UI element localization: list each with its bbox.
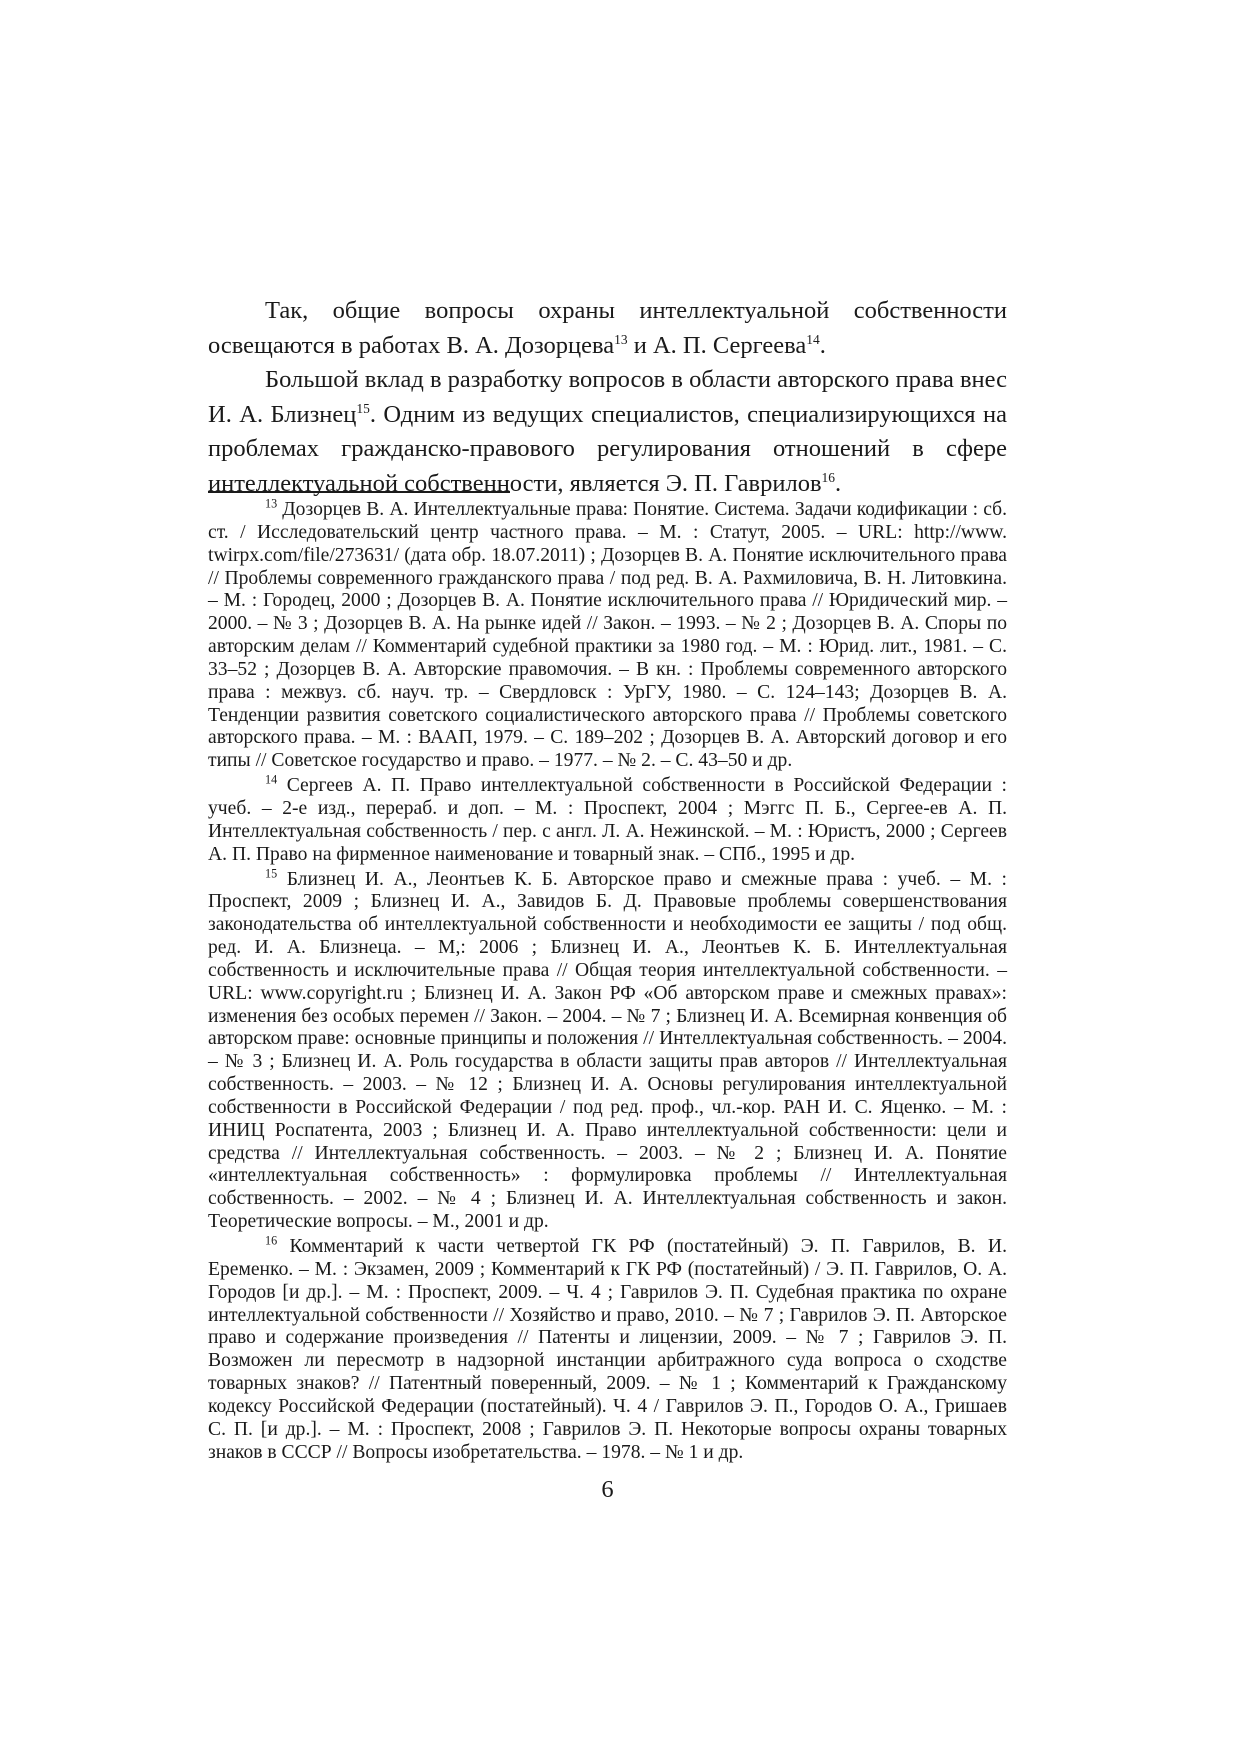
- body-paragraph: [208, 294, 1007, 363]
- body-text: Большой вклад в разработку вопросов в области авторского права внес И. А. Близнец: [208, 366, 1007, 428]
- body-text: и А. П. Сергеева: [627, 331, 807, 359]
- footnote-reference: 13: [614, 331, 628, 347]
- footnote-text: Дозорцев В. А. Интеллектуальные права: Понятие. Система. Задачи кодификации : сб. ст. / Исследовательский центр частного права. – М. : Статут, 2005. – URL: http://www. twirpx.com/file/273631/ (дата обр. 18.07.2011) ; Дозорцев В. А. Понятие исключительного права // Проблемы современного гражданского права / под ред. В. А. Рахмиловича, В. Н. Литовкина. – М. : Городец, 2000 ; Дозорцев В. А. Понятие исключительного права // Юридический мир. – 2000. – № 3 ; Дозорцев В. А. На рынке идей // Закон. – 1993. – № 2 ; Дозорцев В. А. Споры по авторским делам // Комментарий судебной практики за 1980 год. – М. : Юрид. лит., 1981. – С. 33–52 ; Дозорцев В. А. Авторские правомочия. – В кн. : Проблемы современного авторского права : межвуз. сб. науч. тр. – Свердловск : УрГУ, 1980. – С. 124–143; Дозорцев В. А. Тенденции развития советского социалистического авторского права // Проблемы советского авторского права. – М. : ВААП, 1979. – С. 189–202 ; Дозорцев В. А. Авторский договор и его типы // Советское государство и право. – 1977. – № 2. – С. 43–50 и др.: [208, 499, 1007, 772]
- footnote-15: [208, 865, 1007, 1235]
- body-paragraph: [208, 363, 1007, 501]
- footnotes: [208, 496, 1007, 1466]
- footnote-reference: 16: [821, 469, 835, 485]
- footnote-number: 14: [265, 772, 278, 787]
- footnote-reference: 14: [806, 331, 820, 347]
- footnote-16: [208, 1233, 1007, 1464]
- footnote-number: 15: [265, 865, 278, 880]
- page-number: 6: [601, 1476, 614, 1503]
- footnote-text: Комментарий к части четвертой ГК РФ (постатейный) Э. П. Гаврилов, В. И. Еременко. – М. : Экзамен, 2009 ; Комментарий к ГК РФ (постатейный) / Э. П. Гаврилов, О. А. Городов [и др.]. – М. : Проспект, 2009. – Ч. 4 ; Гаврилов Э. П. Судебная практика по охране интеллектуальной собственности // Хозяйство и право, 2010. – № 7 ; Гаврилов Э. П. Авторское право и содержание произведения // Патенты и лицензии, 2009. – № 7 ; Гаврилов Э. П. Возможен ли пересмотр в надзорной инстанции арбитражного суда вопроса о сходстве товарных знаков? // Патентный поверенный, 2009. – № 1 ; Комментарий к Гражданскому кодексу Российской Федерации (постатейный). Ч. 4 / Гаврилов Э. П., Городов О. А., Гришаев С. П. [и др.]. – М. : Проспект, 2008 ; Гаврилов Э. П. Некоторые вопросы охраны товарных знаков в СССР // Вопросы изобретательства. – 1978. – № 1 и др.: [208, 1236, 1007, 1463]
- body-text: .: [819, 331, 826, 359]
- main-text: [208, 294, 1007, 501]
- body-text: Так, общие вопросы охраны интеллектуальной собственности освещаются в работах В. А. Дозорцева: [208, 297, 1007, 359]
- footnote-number: 16: [265, 1233, 278, 1248]
- body-text: . Одним из ведущих специалистов, специализирующихся на проблемах гражданско-правового регулирования отношений в сфере интеллектуальной собственности, является Э. П. Гаврилов: [208, 400, 1007, 497]
- footnote-separator: [208, 491, 510, 493]
- footnote-number: 13: [265, 496, 278, 511]
- footnote-13: [208, 496, 1007, 773]
- footnote-text: Сергеев А. П. Право интеллектуальной собственности в Российской Федерации : учеб. – 2-е изд., перераб. и доп. – М. : Проспект, 2004 ; Мэггс П. Б., Сергее-ев А. П. Интеллектуальная собственность / пер. с англ. Л. А. Нежинской. – М. : Юристъ, 2000 ; Сергеев А. П. Право на фирменное наименование и товарный знак. – СПб., 1995 и др.: [208, 775, 1007, 865]
- footnote-reference: 15: [356, 400, 370, 416]
- body-text: .: [835, 469, 842, 497]
- footnote-text: Близнец И. А., Леонтьев К. Б. Авторское право и смежные права : учеб. – М. : Проспект, 2009 ; Близнец И. А., Завидов Б. Д. Правовые проблемы совершенствования законодательства об интеллектуальной собственности и необходимости ее защиты / под общ. ред. И. А. Близнеца. – М,: 2006 ; Близнец И. А., Леонтьев К. Б. Интеллектуальная собственность и исключительные права // Общая теория интеллектуальной собственности. – URL: www.copyright.ru ; Близнец И. А. Закон РФ «Об авторском праве и смежных правах»: изменения без особых перемен // Закон. – 2004. – № 7 ; Близнец И. А. Всемирная конвенция об авторском праве: основные принципы и положения // Интеллектуальная собственность. – 2004. – № 3 ; Близнец И. А. Роль государства в области защиты прав авторов // Интеллектуальная собственность. – 2003. – № 12 ; Близнец И. А. Основы регулирования интеллектуальной собственности в Российской Федерации / под ред. проф., чл.-кор. РАН И. С. Яценко. – М. : ИНИЦ Роспатента, 2003 ; Близнец И. А. Право интеллектуальной собственности: цели и средства // Интеллектуальная собственность. – 2003. – № 2 ; Близнец И. А. Понятие «интеллектуальная собственность» : формулировка проблемы // Интеллектуальная собственность. – 2002. – № 4 ; Близнец И. А. Интеллектуальная собственность и закон. Теоретические вопросы. – М., 2001 и др.: [208, 868, 1007, 1233]
- footnote-14: [208, 772, 1007, 866]
